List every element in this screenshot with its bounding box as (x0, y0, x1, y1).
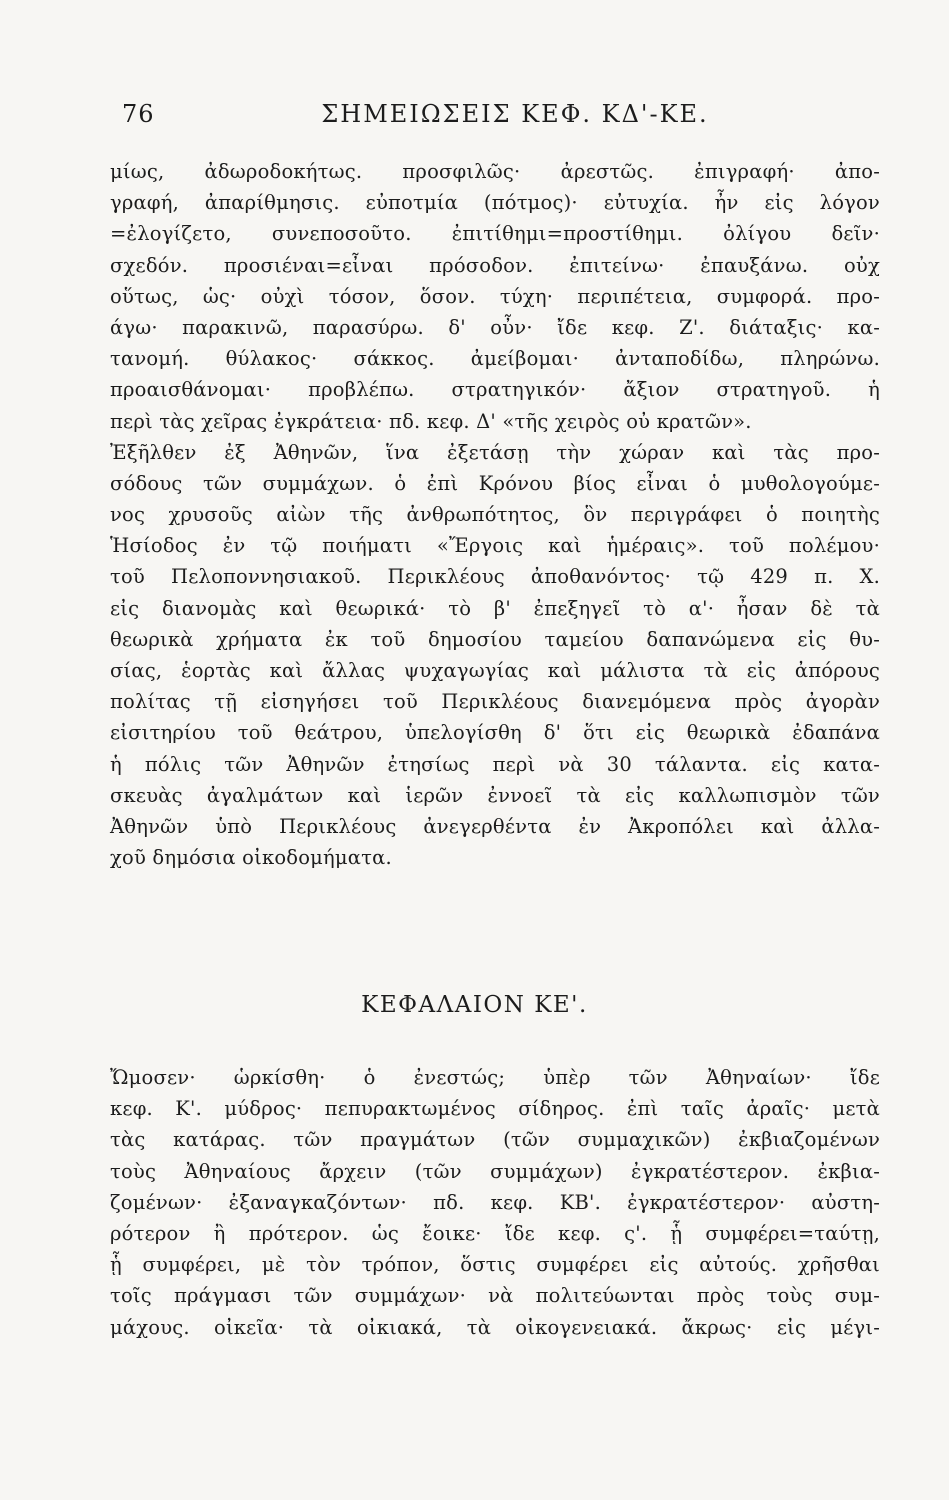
text-line: άγω· παρακινῶ, παρασύρω. δ' οὖν· ἴδε κεφ. Ζ'. διάταξις· κα- (110, 315, 880, 339)
text-line: σίας, ἑορτὰς καὶ ἄλλας ψυχαγωγίας καὶ μάλιστα τὰ εἰς ἀπόρους (110, 659, 880, 682)
chapter-heading: ΚΕΦΑΛΑΙΟΝ ΚΕ'. (361, 992, 588, 1018)
notes-chapter-25 (110, 1062, 880, 1343)
text-line: σχεδόν. προσιέναι=εἶναι πρόσοδον. ἐπιτείνω· ἐπαυξάνω. οὐχ (110, 253, 880, 277)
text-line: τοῦ Πελοποννησιακοῦ. Περικλέους ἀποθανόντος· τῷ 429 π. Χ. (110, 565, 880, 589)
text-line: ᾗ συμφέρει, μὲ τὸν τρόπον, ὅστις συμφέρει εἰς αὐτούς. χρῆσθαι (110, 1253, 880, 1277)
text-line: τὰς κατάρας. τῶν πραγμάτων (τῶν συμμαχικῶν) ἐκβιαζομένων (110, 1128, 880, 1152)
text-line: τανομή. θύλακος· σάκκος. ἀμείβομαι· ἀνταποδίδω, πληρώνω. (110, 347, 880, 371)
text-line: σόδους τῶν συμμάχων. ὁ ἐπὶ Κρόνου βίος εἶναι ὁ μυθολογούμε- (110, 471, 880, 495)
text-line: ἡ πόλις τῶν Ἀθηνῶν ἐτησίως περὶ νὰ 30 τάλαντα. εἰς κατα- (110, 752, 880, 776)
text-line: πολίτας τῇ εἰσηγήσει τοῦ Περικλέους διανεμόμενα πρὸς ἀγορὰν (110, 690, 880, 714)
text-line: Ἀθηνῶν ὑπὸ Περικλέους ἀνεγερθέντα ἐν Ἀκροπόλει καὶ ἀλλα- (110, 814, 880, 838)
text-line: θεωρικὰ χρήματα ἐκ τοῦ δημοσίου ταμείου δαπανώμενα εἰς θυ- (110, 627, 880, 651)
text-line: μάχους. οἰκεῖα· τὰ οἰκιακά, τὰ οἰκογενειακά. ἄκρως· εἰς μέγι- (110, 1315, 880, 1339)
text-line: γραφή, ἀπαρίθμησις. εὐποτμία (πότμος)· εὐτυχία. ἦν εἰς λόγον (110, 191, 880, 215)
text-line: τοὺς Ἀθηναίους ἄρχειν (τῶν συμμάχων) ἐγκρατέστερον. ἐκβια- (110, 1159, 880, 1183)
text-line: χοῦ δημόσια οἰκοδομήματα. (110, 846, 392, 870)
text-line: περὶ τὰς χεῖρας ἐγκράτεια· πδ. κεφ. Δ' «τῆς χειρὸς οὐ κρατῶν». (110, 409, 752, 433)
text-line: ρότερον ἢ πρότερον. ὡς ἔοικε· ἴδε κεφ. ς'. ᾗ συμφέρει=ταύτῃ, (110, 1221, 880, 1245)
text-line: μίως, ἀδωροδοκήτως. προσφιλῶς· ἀρεστῶς. ἐπιγραφή· ἀπο- (110, 160, 880, 183)
text-line: ζομένων· ἐξαναγκαζόντων· πδ. κεφ. ΚΒ'. ἐγκρατέστερον· αὐστη- (110, 1190, 880, 1214)
text-line: νος χρυσοῦς αἰὼν τῆς ἀνθρωπότητος, ὃν περιγράφει ὁ ποιητὴς (110, 503, 880, 527)
text-line: σκευὰς ἀγαλμάτων καὶ ἱερῶν ἐννοεῖ τὰ εἰς καλλωπισμὸν τῶν (110, 783, 880, 807)
text-line: εἰσιτηρίου τοῦ θεάτρου, ὑπελογίσθη δ' ὅτι εἰς θεωρικὰ ἐδαπάνα (110, 721, 880, 745)
text-line: τοῖς πράγμασι τῶν συμμάχων· νὰ πολιτεύωνται πρὸς τοὺς συμ- (110, 1284, 880, 1308)
text-line: Ἐξῆλθεν ἐξ Ἀθηνῶν, ἵνα ἐξετάσῃ τὴν χώραν καὶ τὰς προ- (110, 440, 880, 464)
text-line: κεφ. Κ'. μύδρος· πεπυρακτωμένος σίδηρος. ἐπὶ ταῖς ἀραῖς· μετὰ (110, 1097, 880, 1121)
text-line: Ἡσίοδος ἐν τῷ ποιήματι «Ἔργοις καὶ ἡμέραις». τοῦ πολέμου· (110, 534, 880, 558)
notes-chapter-24 (110, 156, 880, 873)
text-line: =ἐλογίζετο, συνεποσοῦτο. ἐπιτίθημι=προστίθημι. ὀλίγου δεῖν· (110, 222, 880, 246)
running-title: ΣΗΜΕΙΩΣΕΙΣ ΚΕΦ. ΚΔ'-ΚΕ. (321, 100, 709, 128)
page-number: 76 (122, 100, 155, 128)
text-line: οὕτως, ὡς· οὐχὶ τόσον, ὅσον. τύχη· περιπέτεια, συμφορά. προ- (110, 284, 880, 308)
text-line: προαισθάνομαι· προβλέπω. στρατηγικόν· ἄξιον στρατηγοῦ. ἡ (110, 378, 880, 402)
text-line: Ὤμοσεν· ὡρκίσθη· ὁ ἐνεστώς; ὑπὲρ τῶν Ἀθηναίων· ἴδε (110, 1066, 880, 1089)
running-head (110, 100, 880, 136)
text-line: εἰς διανομὰς καὶ θεωρικά· τὸ β' ἐπεξηγεῖ τὸ α'· ἦσαν δὲ τὰ (110, 596, 880, 620)
